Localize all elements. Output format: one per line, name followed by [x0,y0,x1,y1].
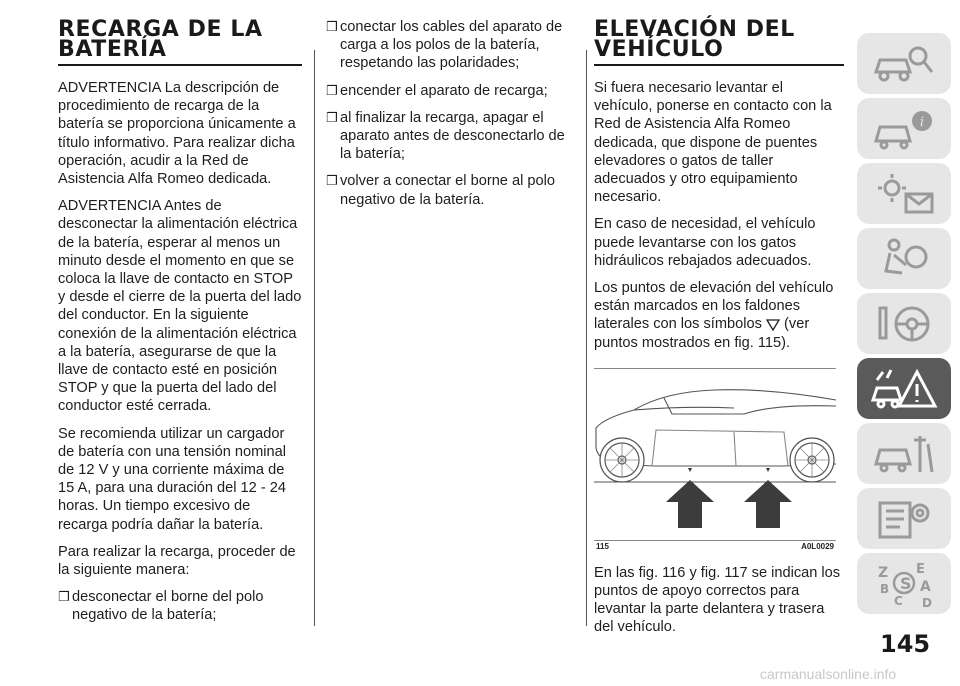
body-paragraph-charger: Se recomienda utilizar un cargador de batería con una tensión nominal de 12 V y una corriente máxima de 15 A, para una duración del 12 - 24 horas. Un tiempo excesivo de recarga podría dañar la batería. [58,425,286,533]
sidebar-tab-dashboard[interactable] [857,33,951,94]
warning-paragraph-1: ADVERTENCIA La descripción de procedimiento de recarga de la batería se proporciona únicamente a título informativo. Para realizar dicha operación, acudir a la Red de Asistencia Alfa Romeo dedicada. [58,80,296,188]
bullet-box-icon: ❒ [326,109,338,125]
body-paragraph-lifting: Si fuera necesario levantar el vehículo, ponerse en contacto con la Red de Asistencia Alfa Romeo dedicada, que dispone de puentes elevadores o gatos de taller adecuados y otro equipamiento necesario. [594,80,832,206]
warning-lights-icon [872,172,936,216]
lift-arrow-rear [744,480,792,528]
car-side-illustration [594,370,836,540]
body-paragraph-figures: En las fig. 116 y fig. 117 se indican los puntos de apoyo correctos para levantar la parte delantera y trasera del vehículo. [594,564,841,636]
list-item [326,82,574,100]
bullet-box-icon: ❒ [326,19,338,34]
body-paragraph-jacks: En caso de necesidad, el vehículo puede levantarse con los gatos hidráulicos rebajados adecuados. [594,216,816,269]
column-rule-1 [314,50,315,626]
body-paragraph-symbols [594,279,844,352]
car-info-icon [872,107,936,151]
svg-text:S: S [900,573,912,593]
list-item-text: al finalizar la recarga, apagar el aparato antes de desconectarlo de la batería; [340,109,565,163]
warning-paragraph-2: ADVERTENCIA Antes de desconectar la alimentación eléctrica de la batería, esperar al menos un minuto desde el momento en que se coloca la llave de contacto en STOP y desde el cierre de la puerta del lado del conductor. En la siguiente conexión de la alimentación eléctrica a la batería, asegurarse de que la llave de contacto esté en posición STOP y que la puerta del lado del conductor esté cerrada. [58,198,302,415]
svg-text:B: B [880,581,890,596]
list-item [326,18,574,73]
car-maintenance-icon [872,432,936,476]
section-heading-battery: RECARGA DE LA BATERÍA [58,20,302,66]
front-wheel [600,438,644,482]
svg-text:E: E [916,561,925,577]
figure-115 [594,368,836,558]
section-heading-lifting: ELEVACIÓN DEL VEHÍCULO [594,20,844,66]
svg-text:D: D [922,595,932,609]
figure-number: 115 [596,541,609,551]
airbag-seat-icon [872,237,936,281]
svg-text:A: A [920,578,931,595]
rear-wheel [790,438,834,482]
index-icon [872,559,936,609]
sidebar-tab-index[interactable] [857,553,951,614]
body-paragraph-procedure: Para realizar la recarga, proceder de la siguiente manera: [58,543,296,579]
sidebar-tab-safety[interactable] [857,228,951,289]
specs-icon [872,497,936,541]
column-middle [326,18,574,209]
sidebar-tab-emergency[interactable] [857,358,951,419]
list-item-text: encender el aparato de recarga; [340,82,548,99]
chapter-sidebar [857,33,951,618]
car-breakdown-icon [869,366,939,412]
svg-text:Z: Z [878,564,889,581]
list-item-text: conectar los cables del aparato de carga a los polos de la batería, respetando las polaridades; [340,19,563,72]
svg-text:C: C [894,593,903,608]
sidebar-tab-technical-data[interactable] [857,488,951,549]
svg-text:i: i [919,114,925,130]
sidebar-tab-warning-lights[interactable] [857,163,951,224]
lift-arrow-front [666,480,714,528]
footer-watermark: carmanualsonline.info [760,666,897,682]
figure-code: A0L0029 [801,541,834,551]
bullet-box-icon: ❒ [326,82,338,98]
list-item-text: desconectar el borne del polo negativo de la batería; [72,589,264,624]
figure-top-rule [594,368,836,369]
figure-bottom-rule [594,540,836,541]
list-item [326,172,574,208]
bullet-box-icon: ❒ [326,173,338,189]
sidebar-tab-vehicle-info[interactable] [857,98,951,159]
sidebar-tab-maintenance[interactable] [857,423,951,484]
column-rule-2 [586,50,587,626]
symbols-text-before: Los puntos de elevación del vehículo están marcados en los faldones laterales con los símbolos [594,280,834,333]
page-number: 145 [880,630,931,658]
sidebar-tab-starting-driving[interactable] [857,293,951,354]
symbols-text-after: (ver puntos mostrados en fig. 115). [594,316,810,351]
list-item [326,109,574,164]
lift-point-triangle-icon [766,319,780,331]
column-left [58,0,302,625]
car-search-icon [872,42,936,86]
list-item-text: volver a conectar el borne al polo negativo de la batería. [340,173,555,208]
bullet-box-icon: ❒ [58,589,70,605]
column-right [594,0,844,637]
steering-icon [872,302,936,346]
list-item [58,588,302,624]
